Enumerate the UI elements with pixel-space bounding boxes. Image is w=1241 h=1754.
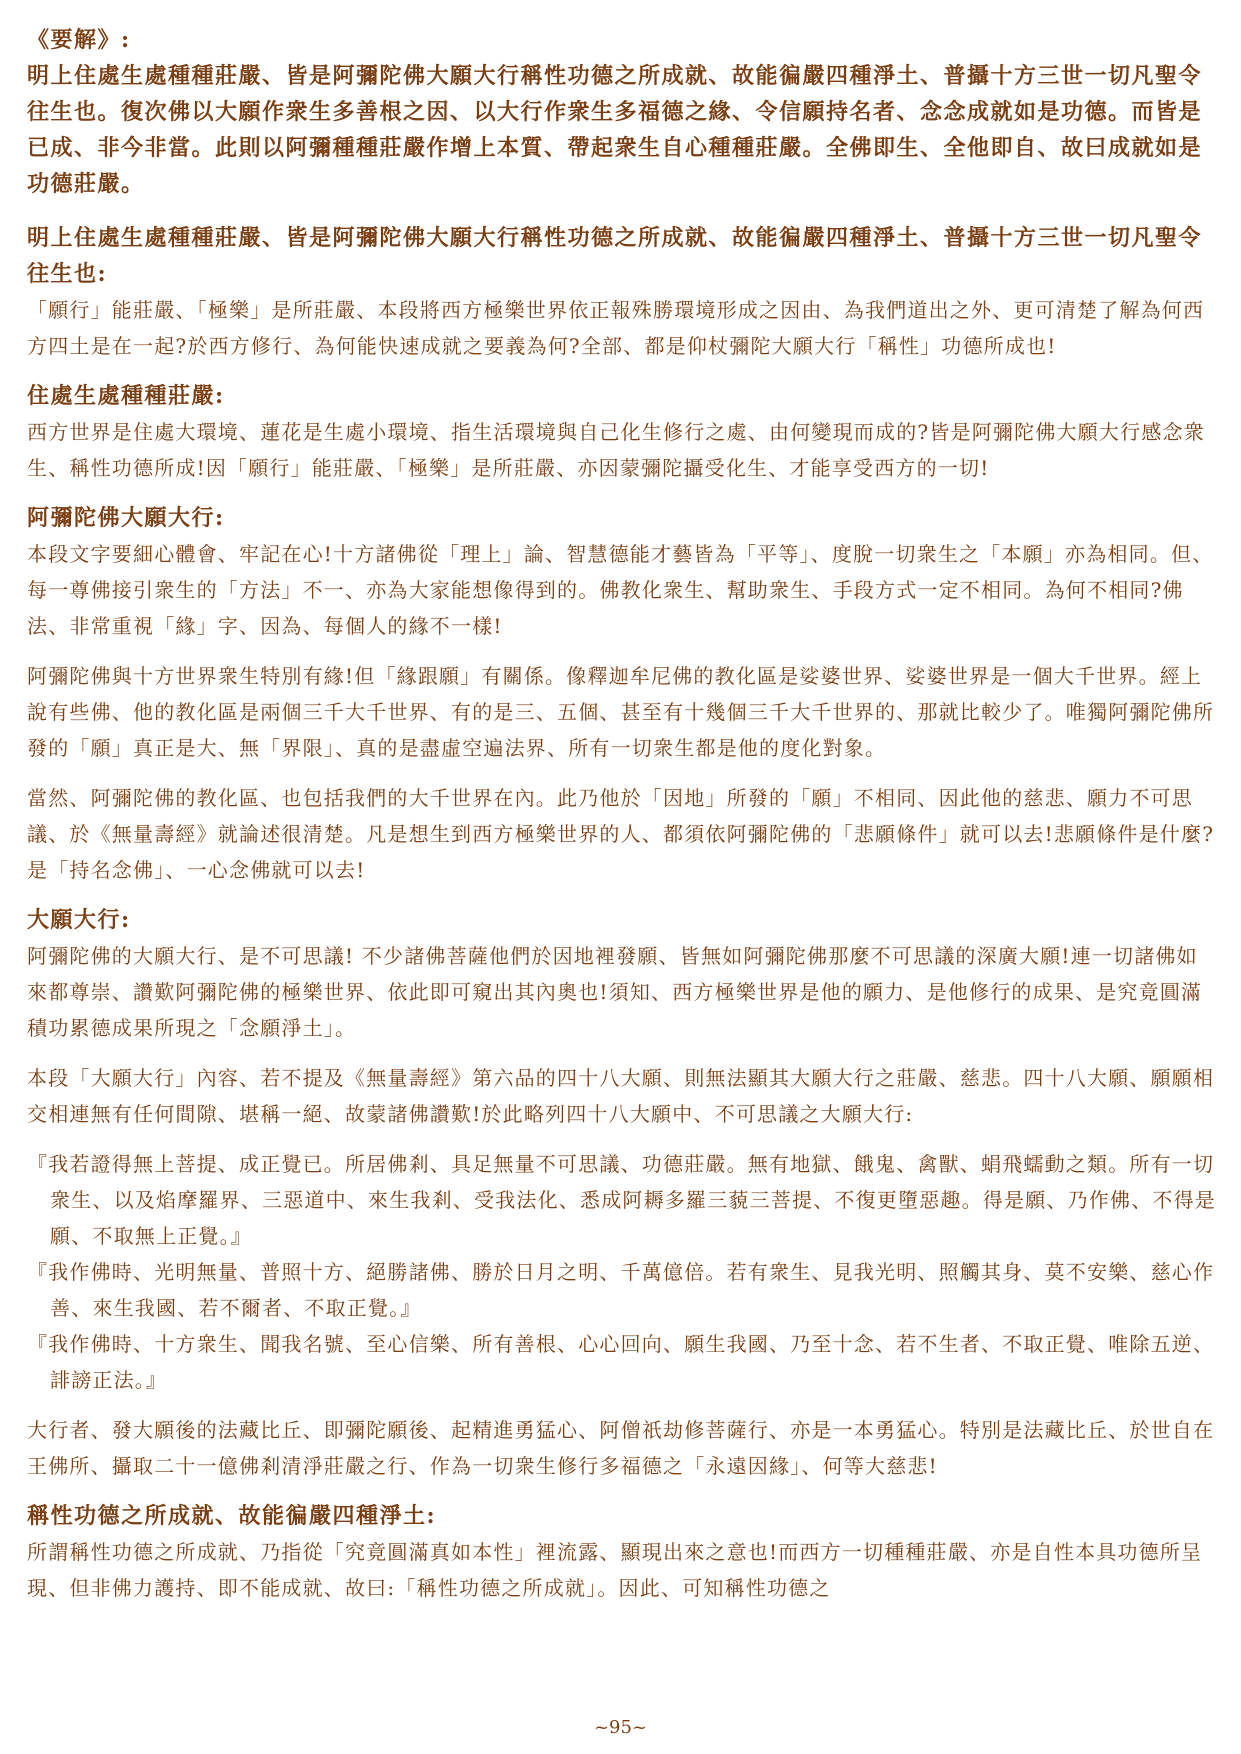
page-number: ~95~	[593, 1717, 648, 1738]
section-heading-3: 阿彌陀佛大願大行:	[27, 505, 225, 531]
yaojie-body: 明上住處生處種種莊嚴、皆是阿彌陀佛大願大行稱性功德之所成就、故能徧嚴四種淨土、普攝十方三世一切凡聖令往生也。復次佛以大願作衆生多善根之因、以大行作衆生多福德之緣、令信願持名者、念念成就如是功德。而皆是已成、非今非當。此則以阿彌種種莊嚴作增上本質、帶起衆生自心種種莊嚴。全佛即生、全他即自、故曰成就如是功德莊嚴。	[27, 63, 1203, 197]
paragraph-3b: 阿彌陀佛與十方世界衆生特別有緣!但「緣跟願」有關係。像釋迦牟尼佛的教化區是娑婆世界、娑婆世界是一個大千世界。經上說有些佛、他的教化區是兩個三千大千世界、有的是三、五個、甚至有十幾個三千大千世界的、那就比較少了。唯獨阿彌陀佛所發的「願」真正是大、無「界限」、真的是盡虛空遍法界、所有一切衆生都是他的度化對象。	[27, 664, 1215, 760]
section-heading-2: 住處生處種種莊嚴:	[27, 383, 225, 409]
vow-quote-2: 『我作佛時、光明無量、普照十方、絕勝諸佛、勝於日月之明、千萬億倍。若有衆生、見我光明、照觸其身、莫不安樂、慈心作善、來生我國、若不爾者、不取正覺。』	[27, 1260, 1215, 1320]
section-heading-5: 稱性功德之所成就、故能徧嚴四種淨土:	[27, 1503, 437, 1529]
section-heading-4: 大願大行:	[27, 907, 131, 933]
document-page	[27, 22, 1217, 1606]
vow-quote-1: 『我若證得無上菩提、成正覺已。所居佛剎、具足無量不可思議、功德莊嚴。無有地獄、餓鬼、禽獸、蜎飛蠕動之類。所有一切衆生、以及焰摩羅界、三惡道中、來生我剎、受我法化、悉成阿耨多羅三藐三菩提、不復更墮惡趣。得是願、乃作佛、不得是願、不取無上正覺。』	[27, 1152, 1216, 1248]
section-title-yaojie: 《要解》:	[27, 27, 131, 53]
paragraph-3c: 當然、阿彌陀佛的教化區、也包括我們的大千世界在內。此乃他於「因地」所發的「願」不相同、因此他的慈悲、願力不可思議、於《無量壽經》就論述很清楚。凡是想生到西方極樂世界的人、都須依阿彌陀佛的「悲願條件」就可以去!悲願條件是什麼?是「持名念佛」、一心念佛就可以去!	[27, 786, 1215, 882]
paragraph-2: 西方世界是住處大環境、蓮花是生處小環境、指生活環境與自己化生修行之處、由何變現而成的?皆是阿彌陀佛大願大行感念衆生、稱性功德所成!因「願行」能莊嚴、「極樂」是所莊嚴、亦因蒙彌陀攝受化生、才能享受西方的一切!	[27, 420, 1205, 480]
vow-quote-3: 『我作佛時、十方衆生、聞我名號、至心信樂、所有善根、心心回向、願生我國、乃至十念、若不生者、不取正覺、唯除五逆、誹謗正法。』	[27, 1332, 1215, 1392]
paragraph-4a: 阿彌陀佛的大願大行、是不可思議! 不少諸佛菩薩他們於因地裡發願、皆無如阿彌陀佛那麼不可思議的深廣大願!連一切諸佛如來都尊崇、讚歎阿彌陀佛的極樂世界、依此即可窺出其內奧也!須知、西方極樂世界是他的願力、是他修行的成果、是究竟圓滿積功累德成果所現之「念願淨土」。	[27, 944, 1203, 1040]
paragraph-4c: 大行者、發大願後的法藏比丘、即彌陀願後、起精進勇猛心、阿僧祇劫修菩薩行、亦是一本勇猛心。特別是法藏比丘、於世自在王佛所、攝取二十一億佛剎清淨莊嚴之行、作為一切衆生修行多福德之「永遠因緣」、何等大慈悲!	[27, 1418, 1215, 1478]
paragraph-1: 「願行」能莊嚴、「極樂」是所莊嚴、本段將西方極樂世界依正報殊勝環境形成之因由、為我們道出之外、更可清楚了解為何西方四土是在一起?於西方修行、為何能快速成就之要義為何?全部、都是仰杖彌陀大願大行「稱性」功德所成也!	[27, 298, 1205, 358]
paragraph-5: 所謂稱性功德之所成就、乃指從「究竟圓滿真如本性」裡流露、顯現出來之意也!而西方一切種種莊嚴、亦是自性本具功德所呈現、但非佛力護持、即不能成就、故曰:「稱性功德之所成就」。因此、可知稱性功德之	[27, 1540, 1203, 1600]
paragraph-4b: 本段「大願大行」內容、若不提及《無量壽經》第六品的四十八大願、則無法顯其大願大行之莊嚴、慈悲。四十八大願、願願相交相連無有任何間隙、堪稱一絕、故蒙諸佛讚歎!於此略列四十八大願中、不可思議之大願大行:	[27, 1066, 1215, 1126]
paragraph-3a: 本段文字要細心體會、牢記在心!十方諸佛從「理上」論、智慧德能才藝皆為「平等」、度脫一切衆生之「本願」亦為相同。但、每一尊佛接引衆生的「方法」不一、亦為大家能想像得到的。佛教化衆生、幫助衆生、手段方式一定不相同。為何不相同?佛法、非常重視「緣」字、因為、每個人的緣不一樣!	[27, 542, 1214, 638]
section-heading-1: 明上住處生處種種莊嚴、皆是阿彌陀佛大願大行稱性功德之所成就、故能徧嚴四種淨土、普攝十方三世一切凡聖令往生也:	[27, 225, 1203, 287]
